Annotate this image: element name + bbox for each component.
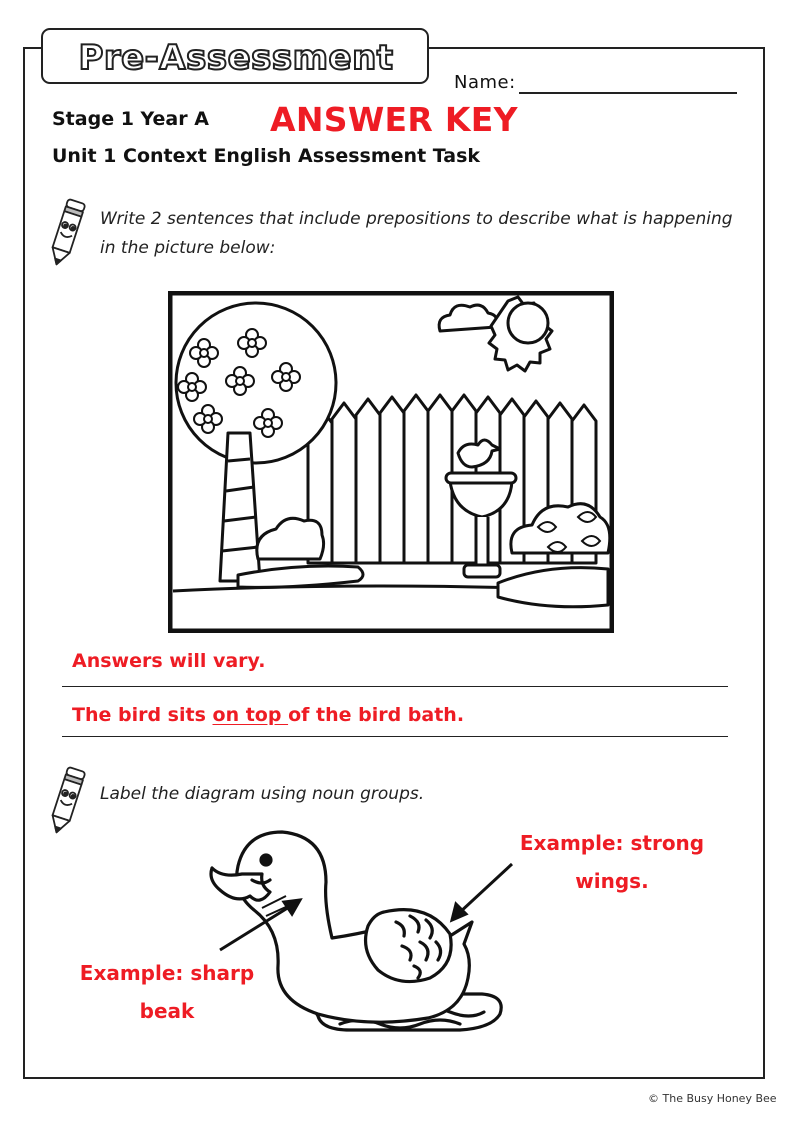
task1-instruction-line1: Write 2 sentences that include prepositions to describe what is happening [100, 209, 733, 229]
answer-1: Answers will vary. [72, 650, 266, 672]
beak-label [70, 954, 264, 1030]
answer-2-start: The bird sits [72, 704, 213, 726]
beak-label-line2: beak [139, 999, 195, 1023]
page-title: Pre-Assessment [78, 38, 394, 78]
stage-label: Stage 1 Year A [52, 108, 209, 130]
arrow-to-beak [220, 904, 294, 950]
wing-label-line2: wings. [575, 869, 649, 893]
wing-label [510, 824, 714, 900]
name-label: Name: [454, 72, 516, 93]
task2-instruction: Label the diagram using noun groups. [100, 784, 425, 804]
answer-2-preposition: on top [212, 704, 289, 726]
answer-key-heading: ANSWER KEY [270, 100, 518, 139]
unit-label: Unit 1 Context English Assessment Task [52, 145, 481, 167]
copyright: © The Busy Honey Bee [648, 1092, 777, 1105]
answer-2-end: of the bird bath. [288, 704, 465, 726]
task1-instruction-line2: in the picture below: [100, 238, 276, 258]
wing-label-line1: Example: strong [519, 831, 705, 855]
beak-label-line1: Example: sharp [79, 961, 255, 985]
arrow-to-wing [458, 864, 512, 914]
